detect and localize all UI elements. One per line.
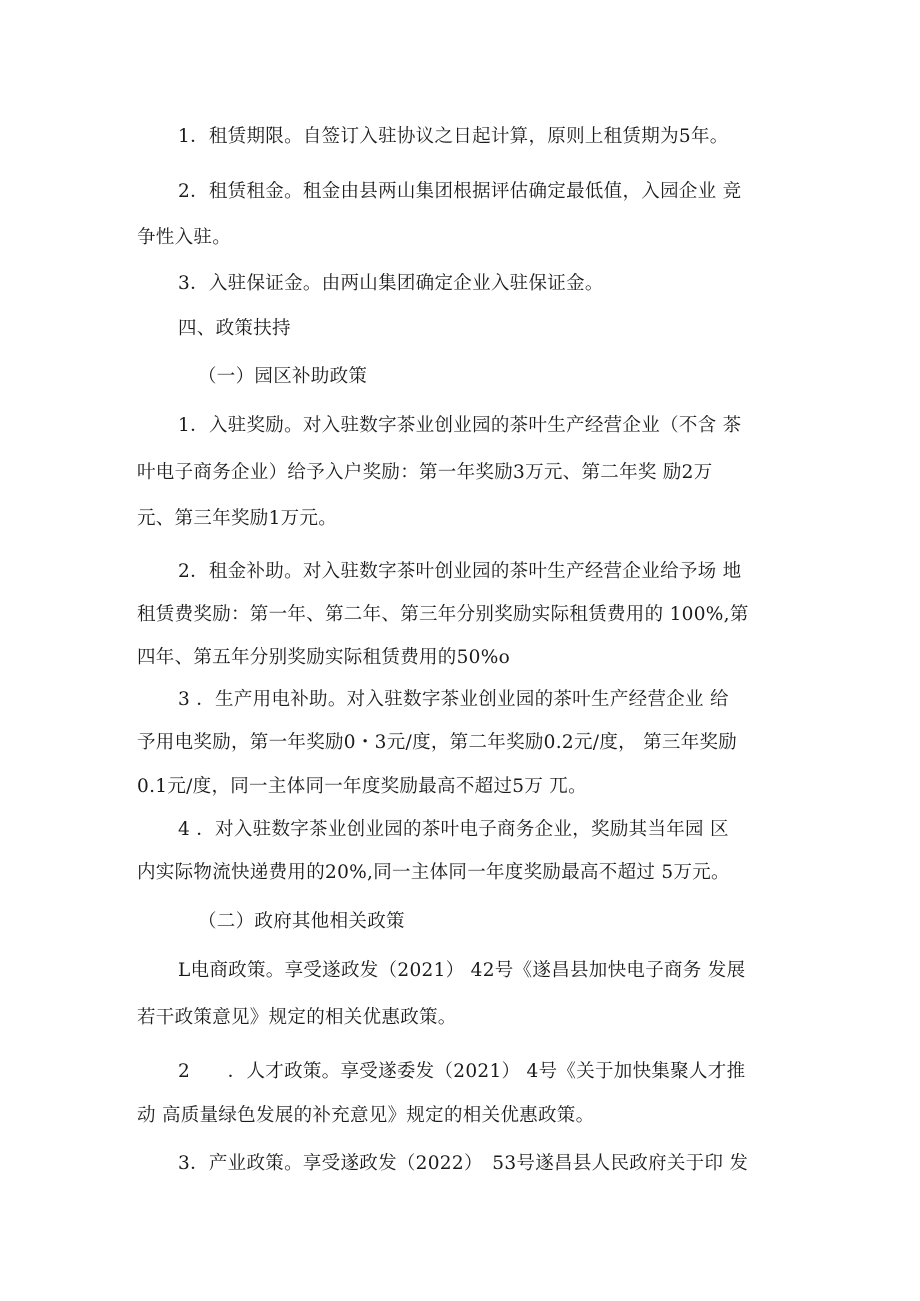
talent-policy-line1: 2 ．人才政策。享受遂委发（2021） 4号《关于加快集聚人才推 (178, 1061, 746, 1082)
entry-reward-line1: 1．入驻奖励。对入驻数字茶业创业园的茶叶生产经营企业（不含 茶 (178, 415, 742, 436)
lease-rent-item-line1: 2．租赁租金。租金由县两山集团根据评估确定最低值，入园企业 竞 (178, 181, 742, 202)
subsection-title-park-subsidy: （一）园区补助政策 (198, 366, 368, 387)
logistics-subsidy-line1: 4 ．对入驻数字茶业创业园的茶叶电子商务企业，奖励其当年园 区 (178, 819, 729, 840)
rent-subsidy-line1: 2．租金补助。对入驻数字茶叶创业园的茶叶生产经营企业给予场 地 (178, 561, 742, 582)
ecommerce-policy-line1: L电商政策。享受遂政发（2021） 42号《遂昌县加快电子商务 发展 (178, 960, 746, 981)
logistics-subsidy-line2: 内实际物流快递费用的20%,同一主体同一年度奖励最高不超过 5万元。 (137, 862, 730, 883)
lease-rent-item-line2: 争性入驻。 (137, 227, 232, 248)
subsection-title-other-policies: （二）政府其他相关政策 (198, 911, 405, 932)
electricity-subsidy-line2: 予用电奖励，第一年奖励0・3元/度，第二年奖励0.2元/度， 第三年奖励 (137, 732, 738, 753)
rent-subsidy-line3: 四年、第五年分别奖励实际租赁费用的50%o (137, 647, 511, 668)
electricity-subsidy-line3: 0.1元/度，同一主体同一年度奖励最高不超过5万 兀。 (137, 776, 587, 797)
industry-policy-line1: 3．产业政策。享受遂政发（2022） 53号遂昌县人民政府关于印 发 (178, 1153, 749, 1174)
section-title-policy-support: 四、政策扶持 (178, 318, 291, 339)
entry-reward-line2: 叶电子商务企业）给予入户奖励：第一年奖励3万元、第二年奖 励2万 (137, 462, 713, 483)
rent-subsidy-line2: 租赁费奖励：第一年、第二年、第三年分别奖励实际租赁费用的 100%,第 (137, 604, 749, 625)
lease-term-item: 1．租赁期限。自签订入驻协议之日起计算，原则上租赁期为5年。 (178, 126, 729, 147)
entry-reward-line3: 元、第三年奖励1万元。 (137, 508, 338, 529)
electricity-subsidy-line1: 3 ．生产用电补助。对入驻数字茶业创业园的茶叶生产经营企业 给 (178, 689, 729, 710)
ecommerce-policy-line2: 若干政策意见》规定的相关优惠政策。 (137, 1007, 457, 1028)
lease-deposit-item: 3．入驻保证金。由两山集团确定企业入驻保证金。 (178, 273, 604, 294)
talent-policy-line2: 动 高质量绿色发展的补充意见》规定的相关优惠政策。 (137, 1105, 595, 1126)
